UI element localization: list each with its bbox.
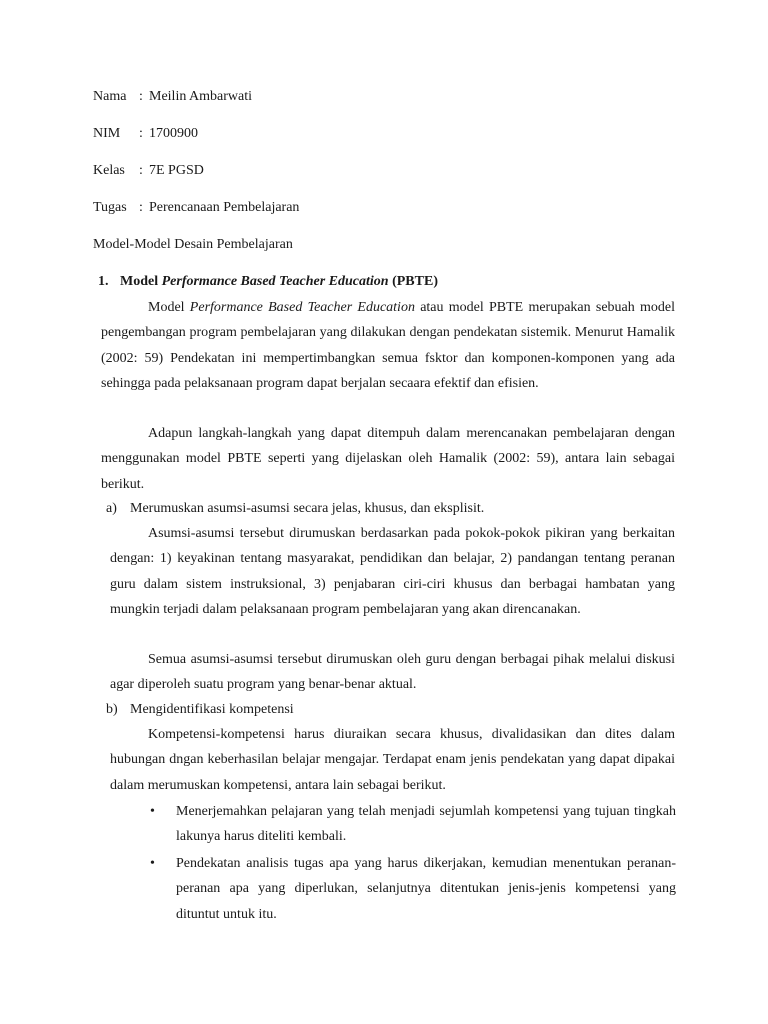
list-item-a [106, 500, 484, 518]
list-item-b-title: Mengidentifikasi kompetensi [130, 702, 294, 717]
paragraph-a2-text: Semua asumsi-asumsi tersebut dirumuskan oleh guru dengan berbagai pihak melalui diskusi agar diperoleh suatu program yang benar-benar aktual. [110, 652, 675, 693]
header-nim-sep: : [139, 126, 143, 141]
header-kelas-sep: : [139, 163, 143, 178]
header-nama [93, 88, 252, 106]
section-heading-pre: Model [120, 274, 162, 289]
section-heading-post: (PBTE) [388, 274, 438, 289]
paragraph-intro [101, 295, 675, 396]
header-tugas-sep: : [139, 200, 143, 215]
header-nama-value: Meilin Ambarwati [149, 89, 253, 104]
paragraph-a1 [110, 521, 675, 622]
paragraph-steps-text: Adapun langkah-langkah yang dapat ditempuh dalam merencanakan pembelajaran dengan menggunakan model PBTE seperti yang dijelaskan oleh Hamalik (2002: 59), antara lain sebagai berikut. [101, 426, 675, 492]
header-tugas [93, 199, 299, 217]
section-heading [98, 274, 438, 290]
paragraph-b1-text: Kompetensi-kompetensi harus diuraikan secara khusus, divalidasikan dan dites dalam hubungan dngan keberhasilan belajar mengajar. Terdapat enam jenis pendekatan yang dapat dipakai dalam merumuskan kompetensi, antara lain sebagai berikut. [110, 727, 675, 793]
bullet-dot: • [150, 804, 155, 819]
document-title: Model-Model Desain Pembelajaran [93, 237, 293, 252]
header-tugas-label: Tugas [93, 200, 127, 215]
header-nama-sep: : [139, 89, 143, 104]
paragraph-intro-italic: Performance Based Teacher Education [189, 300, 415, 315]
header-kelas-value: 7E PGSD [149, 163, 204, 178]
bullet-dot: • [150, 856, 155, 871]
paragraph-steps [101, 421, 675, 497]
bullet-text: Menerjemahkan pelajaran yang telah menjadi sejumlah kompetensi yang tujuan tingkah lakunya harus diteliti kembali. [176, 804, 676, 845]
header-nim-label: NIM [93, 126, 121, 141]
list-item-b [106, 701, 294, 719]
paragraph-a2 [110, 647, 675, 698]
bullet-item [150, 851, 676, 927]
header-nim [93, 125, 198, 143]
header-nama-label: Nama [93, 89, 127, 104]
list-item-a-title: Merumuskan asumsi-asumsi secara jelas, khusus, dan eksplisit. [130, 501, 485, 516]
section-number: 1. [98, 274, 109, 289]
paragraph-intro-post: atau model PBTE merupakan sebuah model pengembangan program pembelajaran yang dilakukan dengan pendekatan sistemik. Menurut Hamalik (2002: 59) Pendekatan ini mempertimbangkan semua fsktor dan komponen-komponen yang ada sehingga pada pelaksanaan program dapat berjalan secaara efektif dan efisien. [101, 300, 675, 391]
header-kelas [93, 162, 204, 180]
paragraph-intro-pre: Model [148, 300, 190, 315]
header-nim-value: 1700900 [149, 126, 198, 141]
paragraph-a1-text: Asumsi-asumsi tersebut dirumuskan berdasarkan pada pokok-pokok pikiran yang berkaitan dengan: 1) keyakinan tentang masyarakat, pendidikan dan belajar, 2) pandangan tentang peranan guru dalam sistem instruksional, 3) penjabaran ciri-ciri khusus dan berbagai hambatan yang mungkin terjadi dalam pelaksanaan program pembelajaran yang akan direncanakan. [110, 526, 675, 617]
list-item-a-marker: a) [106, 501, 117, 516]
bullet-text: Pendekatan analisis tugas apa yang harus dikerjakan, kemudian menentukan peranan-peranan apa yang diperlukan, selanjutnya ditentukan jenis-jenis kompetensi yang dituntut untuk itu. [176, 856, 676, 922]
paragraph-b1 [110, 722, 675, 798]
list-item-b-marker: b) [106, 702, 118, 717]
section-heading-italic: Performance Based Teacher Education [161, 274, 389, 289]
header-kelas-label: Kelas [93, 163, 125, 178]
header-tugas-value: Perencanaan Pembelajaran [149, 200, 300, 215]
bullet-item [150, 799, 676, 850]
